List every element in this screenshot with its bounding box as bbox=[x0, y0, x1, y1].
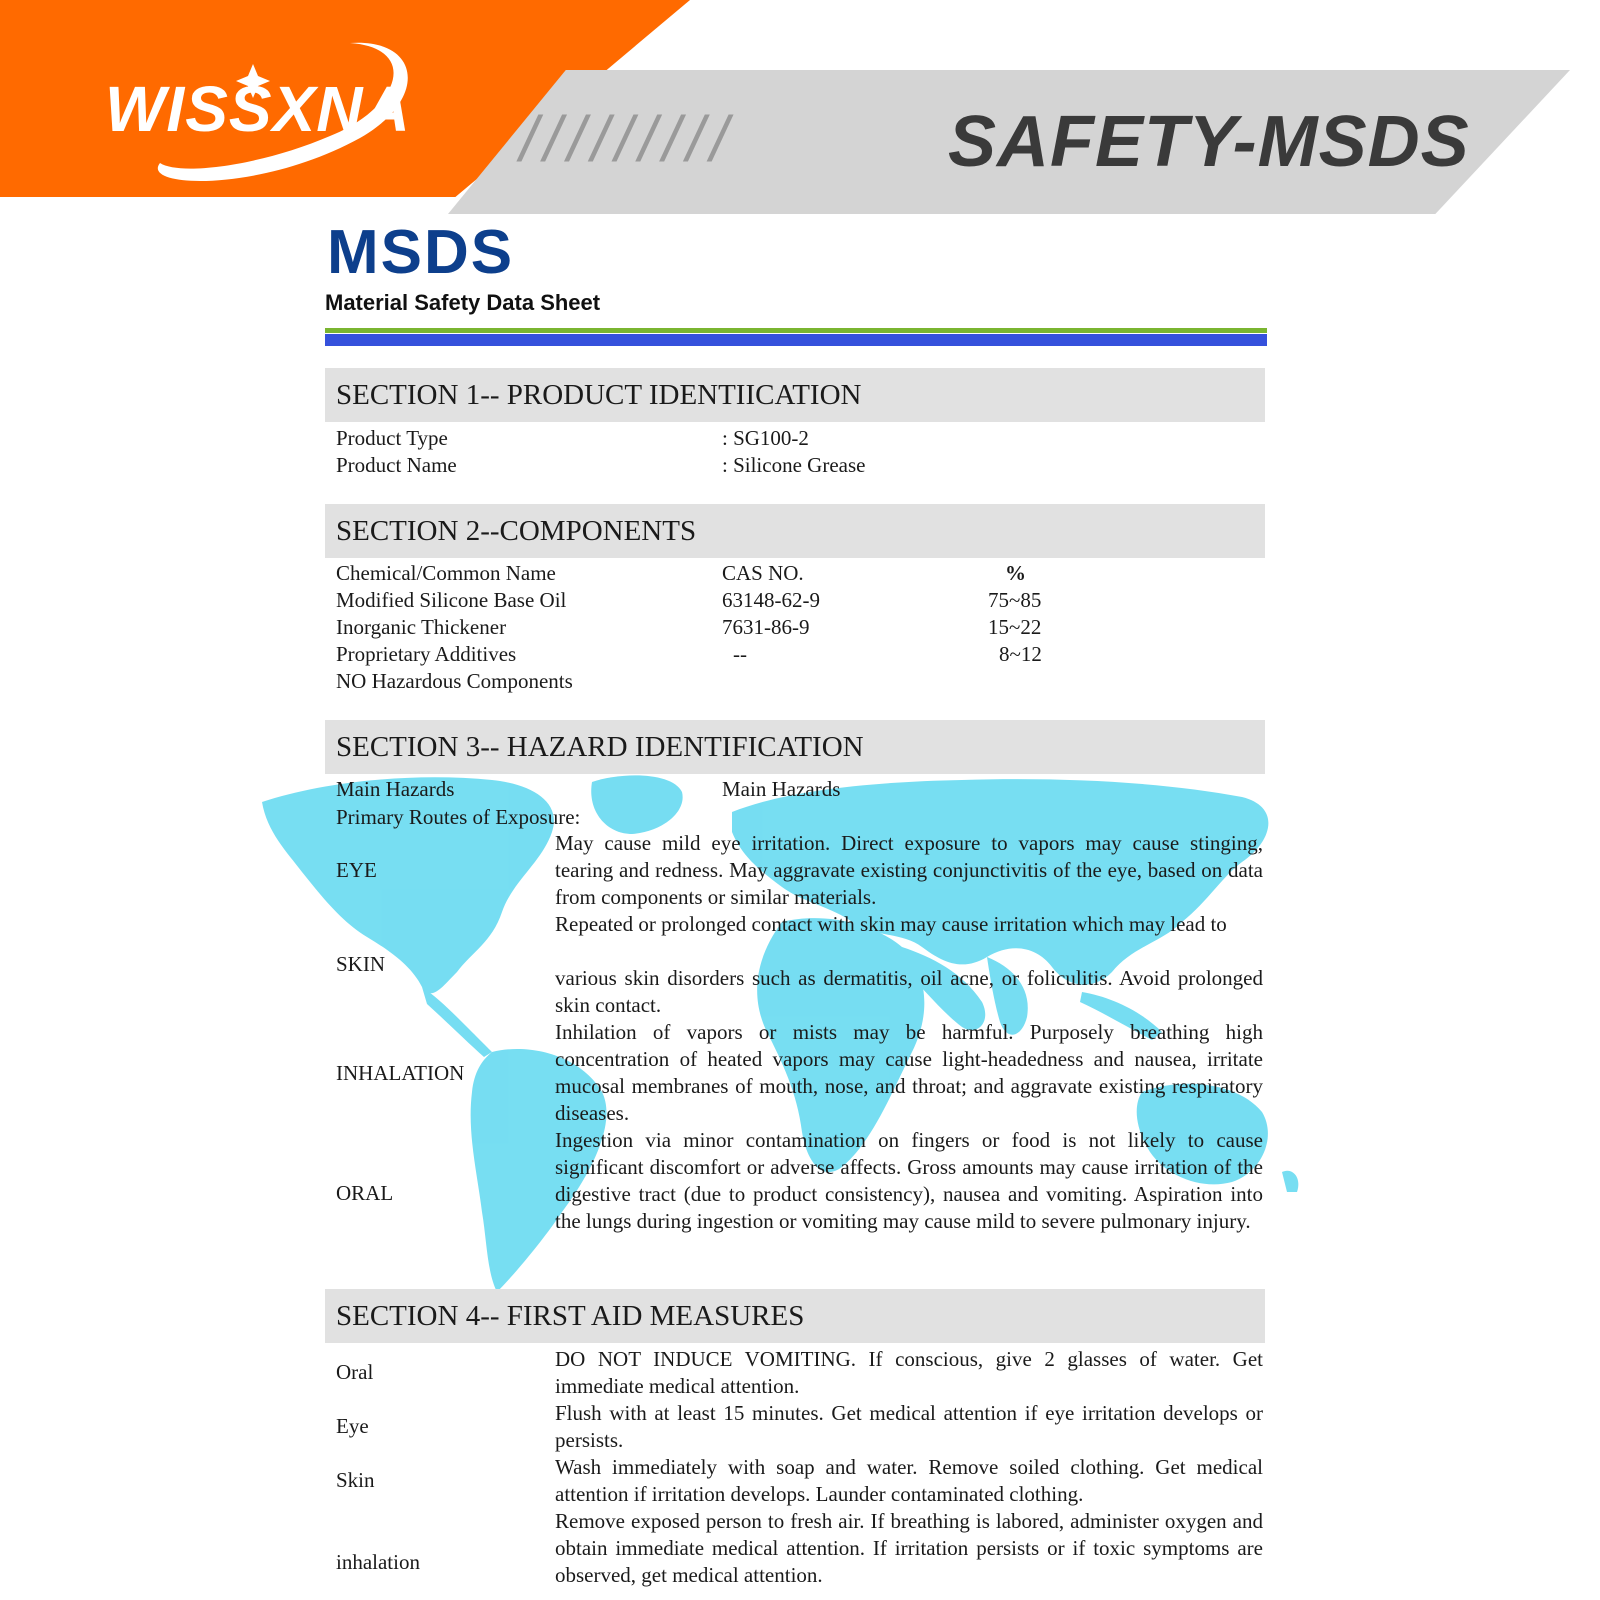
first-aid-label-skin: Skin bbox=[336, 1468, 375, 1492]
first-aid-label-oral: Oral bbox=[336, 1360, 374, 1384]
product-type-label: Product Type bbox=[336, 426, 448, 450]
hazard-text-oral: Ingestion via minor contamination on fingers or food is not likely to cause significant discomfort or adverse affects. Gross amounts may cause irritation of the digestive tract (due to product consistency), nausea and vomiting. Aspiration into the lungs during ingestion or vomiting may cause mild to severe pulmonary injury. bbox=[555, 1128, 1263, 1233]
main-hazards-value: Main Hazards bbox=[722, 777, 841, 801]
column-header-cas: CAS NO. bbox=[722, 561, 804, 585]
component-percent: 15~22 bbox=[988, 615, 1042, 639]
first-aid-text-skin: Wash immediately with soap and water. Remove soiled clothing. Get medical attention if irritation develops. Launder contaminated clothing. bbox=[555, 1455, 1263, 1506]
hazard-text-skin-a: Repeated or prolonged contact with skin may cause irritation which may lead to bbox=[555, 912, 1227, 936]
component-name: Inorganic Thickener bbox=[336, 615, 507, 639]
first-aid-text-inhalation: Remove exposed person to fresh air. If breathing is labored, administer oxygen and obtain immediate medical attention. If irritation persists or if toxic symptoms are observed, get medical attention. bbox=[555, 1509, 1263, 1587]
doc-title: MSDS bbox=[327, 218, 515, 287]
component-name: Modified Silicone Base Oil bbox=[336, 588, 567, 612]
main-hazards-label: Main Hazards bbox=[336, 777, 455, 801]
header-banner bbox=[0, 0, 1600, 215]
component-percent: 75~85 bbox=[988, 588, 1042, 612]
first-aid-text-oral: DO NOT INDUCE VOMITING. If conscious, give 2 glasses of water. Get immediate medical attention. bbox=[555, 1347, 1263, 1398]
decorative-slashes: ///////// bbox=[520, 103, 735, 175]
section-4-heading: SECTION 4-- FIRST AID MEASURES bbox=[325, 1289, 1265, 1343]
logo-text: WISSXNA bbox=[105, 73, 411, 145]
hazard-label-oral: ORAL bbox=[336, 1181, 394, 1205]
banner-title: SAFETY-MSDS bbox=[948, 102, 1470, 182]
product-name-value: : Silicone Grease bbox=[722, 453, 866, 477]
section-3-heading: SECTION 3-- HAZARD IDENTIFICATION bbox=[325, 720, 1265, 774]
section-1-heading: SECTION 1-- PRODUCT IDENTIICATION bbox=[325, 368, 1265, 422]
divider-blue bbox=[325, 334, 1267, 346]
components-note: NO Hazardous Components bbox=[336, 669, 573, 693]
column-header-percent: % bbox=[1005, 561, 1026, 585]
first-aid-text-eye: Flush with at least 15 minutes. Get medical attention if eye irritation develops or persists. bbox=[555, 1401, 1263, 1452]
component-name: Proprietary Additives bbox=[336, 642, 517, 666]
hazard-label-eye: EYE bbox=[336, 858, 377, 882]
product-name-label: Product Name bbox=[336, 453, 457, 477]
hazard-text-eye: May cause mild eye irritation. Direct exposure to vapors may cause stinging, tearing and redness. May aggravate existing conjunctivitis of the eye, based on data from components or similar materials. bbox=[555, 831, 1263, 909]
component-cas: 63148-62-9 bbox=[722, 588, 820, 612]
component-percent: 8~12 bbox=[999, 642, 1042, 666]
msds-document bbox=[325, 218, 1270, 1587]
component-cas: -- bbox=[733, 642, 747, 666]
hazard-label-inhalation: INHALATION bbox=[336, 1061, 465, 1085]
divider-green bbox=[325, 328, 1267, 333]
component-cas: 7631-86-9 bbox=[722, 615, 810, 639]
routes-of-exposure-label: Primary Routes of Exposure: bbox=[336, 805, 581, 829]
hazard-label-skin: SKIN bbox=[336, 952, 386, 976]
section-2-heading: SECTION 2--COMPONENTS bbox=[325, 504, 1265, 558]
hazard-text-inhalation: Inhilation of vapors or mists may be harmful. Purposely breathing high concentration of heated vapors may cause light-headedness and nausea, irritate mucosal membranes of mouth, nose, and throat; and aggravate existing respiratory diseases. bbox=[555, 1020, 1263, 1125]
column-header-name: Chemical/Common Name bbox=[336, 561, 556, 585]
doc-subtitle: Material Safety Data Sheet bbox=[325, 290, 601, 315]
first-aid-label-inhalation: inhalation bbox=[336, 1550, 420, 1574]
product-type-value: : SG100-2 bbox=[722, 426, 809, 450]
hazard-text-skin-b: various skin disorders such as dermatitis, oil acne, or foliculitis. Avoid prolonged skin contact. bbox=[555, 966, 1263, 1017]
first-aid-label-eye: Eye bbox=[336, 1414, 369, 1438]
